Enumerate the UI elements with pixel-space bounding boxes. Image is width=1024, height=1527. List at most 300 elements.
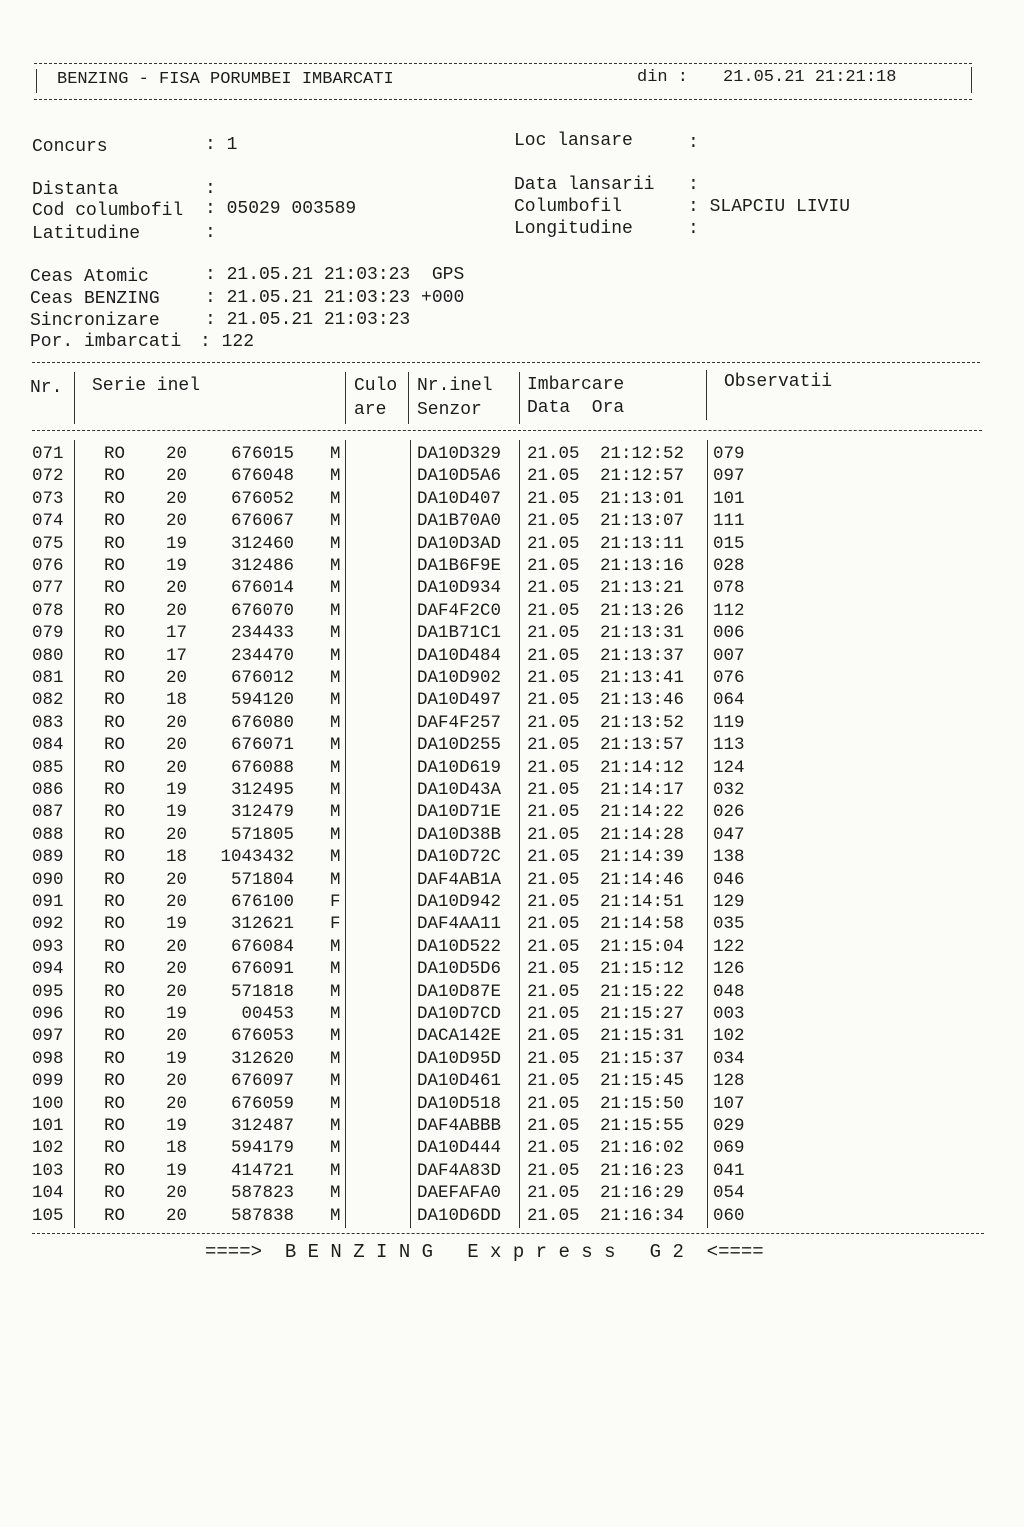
- cell-boarding-time: 21:15:31: [600, 1026, 685, 1047]
- cell-ring-number: 234470: [230, 645, 294, 666]
- cell-boarding-time: 21:16:29: [600, 1183, 685, 1204]
- cell-row-number: 104: [32, 1183, 64, 1204]
- cell-observation: 112: [713, 600, 745, 621]
- cell-ring-year: 19: [166, 1048, 188, 1069]
- cell-row-number: 094: [32, 959, 64, 980]
- cell-boarding-time: 21:15:50: [600, 1093, 685, 1114]
- title-box-right-border: [971, 67, 972, 93]
- header-separator-nr-inel: [519, 372, 520, 424]
- columbofil-value: : SLAPCIU LIVIU: [688, 197, 851, 217]
- cell-row-number: 098: [32, 1048, 64, 1069]
- cell-sex: M: [330, 645, 341, 666]
- cell-electronic-ring-id: DAF4AA11: [417, 914, 502, 935]
- cell-observation: 122: [713, 936, 745, 957]
- table-row: [0, 891, 1024, 913]
- cell-observation: 054: [713, 1183, 745, 1204]
- table-row: [0, 1182, 1024, 1204]
- cell-sex: M: [330, 869, 341, 890]
- table-row: [0, 1205, 1024, 1227]
- table-row: [0, 1115, 1024, 1137]
- cell-ring-year: 17: [166, 623, 188, 644]
- cell-boarding-time: 21:14:17: [600, 780, 685, 800]
- cell-sex: M: [330, 1183, 341, 1204]
- column-header-nr: Nr.: [30, 378, 63, 398]
- table-header-top-border: [32, 362, 980, 363]
- cell-ring-year: 20: [166, 466, 188, 487]
- cell-boarding-time: 21:12:52: [600, 444, 685, 464]
- column-header-serie-inel: Serie inel: [92, 376, 201, 396]
- cell-observation: 048: [713, 981, 745, 1002]
- cell-country-code: RO: [104, 1093, 126, 1114]
- cell-electronic-ring-id: DA10D407: [417, 488, 502, 509]
- cell-electronic-ring-id: DAF4ABBB: [417, 1116, 502, 1136]
- cell-row-number: 073: [32, 488, 64, 509]
- cell-ring-number: 00453: [241, 1004, 294, 1024]
- cell-sex: F: [330, 892, 341, 912]
- cell-row-number: 077: [32, 578, 64, 599]
- cell-observation: 124: [713, 757, 745, 778]
- cell-country-code: RO: [104, 690, 126, 711]
- cell-ring-year: 19: [166, 556, 188, 576]
- cell-row-number: 081: [32, 668, 64, 688]
- cell-observation: 113: [713, 735, 745, 756]
- cell-country-code: RO: [104, 645, 126, 666]
- cell-boarding-date: 21.05: [527, 1183, 580, 1204]
- cell-electronic-ring-id: DA10D87E: [417, 981, 502, 1002]
- cell-boarding-date: 21.05: [527, 1205, 580, 1226]
- cell-country-code: RO: [104, 1205, 126, 1226]
- cell-ring-year: 19: [166, 1116, 188, 1136]
- cell-ring-number: 587823: [230, 1183, 294, 1204]
- table-row: [0, 981, 1024, 1003]
- table-row: [0, 779, 1024, 801]
- cell-ring-year: 18: [166, 1138, 188, 1159]
- cell-sex: M: [330, 1138, 341, 1159]
- cell-ring-number: 594179: [230, 1138, 294, 1159]
- cell-boarding-date: 21.05: [527, 556, 580, 576]
- table-row: [0, 1048, 1024, 1070]
- cell-boarding-date: 21.05: [527, 1048, 580, 1069]
- cell-boarding-time: 21:14:51: [600, 892, 685, 912]
- cell-electronic-ring-id: DA1B70A0: [417, 511, 502, 532]
- cell-boarding-time: 21:14:28: [600, 824, 685, 845]
- cell-electronic-ring-id: DA10D5D6: [417, 959, 502, 980]
- table-row: [0, 824, 1024, 846]
- cell-electronic-ring-id: DA10D934: [417, 578, 502, 599]
- cell-ring-year: 20: [166, 735, 188, 756]
- table-row: [0, 667, 1024, 689]
- cell-row-number: 096: [32, 1004, 64, 1024]
- cell-country-code: RO: [104, 1004, 126, 1024]
- print-date-value: 21.05.21 21:21:18: [723, 68, 897, 87]
- cell-sex: M: [330, 824, 341, 845]
- cell-electronic-ring-id: DA10D902: [417, 668, 502, 688]
- cell-electronic-ring-id: DA10D461: [417, 1071, 502, 1092]
- cell-ring-number: 676015: [230, 444, 294, 464]
- cell-electronic-ring-id: DAF4AB1A: [417, 869, 502, 890]
- cell-country-code: RO: [104, 914, 126, 935]
- cell-observation: 111: [713, 511, 745, 532]
- cell-row-number: 079: [32, 623, 64, 644]
- cell-country-code: RO: [104, 936, 126, 957]
- table-row: [0, 712, 1024, 734]
- cell-sex: M: [330, 466, 341, 487]
- cell-country-code: RO: [104, 959, 126, 980]
- cell-ring-year: 20: [166, 1026, 188, 1047]
- header-separator-culoare: [408, 372, 409, 424]
- cell-sex: M: [330, 690, 341, 711]
- cell-electronic-ring-id: DA10D942: [417, 892, 502, 912]
- cell-ring-year: 20: [166, 488, 188, 509]
- ceas-atomic-label: Ceas Atomic: [30, 267, 149, 287]
- latitudine-value: :: [205, 223, 216, 243]
- cell-electronic-ring-id: DA10D6DD: [417, 1205, 502, 1226]
- cell-country-code: RO: [104, 1048, 126, 1069]
- cell-ring-number: 312486: [230, 556, 294, 576]
- cell-sex: M: [330, 533, 341, 554]
- cell-sex: M: [330, 511, 341, 532]
- cell-electronic-ring-id: DAEFAFA0: [417, 1183, 502, 1204]
- cell-sex: M: [330, 1071, 341, 1092]
- cell-ring-year: 20: [166, 869, 188, 890]
- columbofil-label: Columbofil: [514, 197, 623, 217]
- cell-observation: 069: [713, 1138, 745, 1159]
- cell-electronic-ring-id: DA10D7CD: [417, 1004, 502, 1024]
- cell-observation: 060: [713, 1205, 745, 1226]
- cell-boarding-date: 21.05: [527, 1004, 580, 1024]
- table-row: [0, 869, 1024, 891]
- cell-boarding-date: 21.05: [527, 847, 580, 868]
- cell-observation: 015: [713, 533, 745, 554]
- cell-ring-year: 20: [166, 1183, 188, 1204]
- cell-ring-year: 20: [166, 511, 188, 532]
- cell-electronic-ring-id: DACA142E: [417, 1026, 502, 1047]
- header-separator-imbarcare: [706, 370, 707, 420]
- cell-electronic-ring-id: DA10D71E: [417, 802, 502, 823]
- cell-ring-year: 20: [166, 824, 188, 845]
- header-separator-nr: [74, 372, 75, 424]
- cell-observation: 079: [713, 444, 745, 464]
- ceas-benzing-label: Ceas BENZING: [30, 289, 160, 309]
- cell-row-number: 097: [32, 1026, 64, 1047]
- print-date-label: din :: [637, 68, 689, 87]
- cell-observation: 032: [713, 780, 745, 800]
- footer-benzing-express: ====> B E N Z I N G E x p r e s s G 2 <====: [205, 1241, 764, 1263]
- cell-ring-number: 414721: [230, 1160, 294, 1181]
- cell-row-number: 101: [32, 1116, 64, 1136]
- cell-observation: 028: [713, 556, 745, 576]
- cell-ring-year: 20: [166, 1071, 188, 1092]
- column-header-nr-inel: Nr.inel: [417, 376, 493, 396]
- cell-country-code: RO: [104, 712, 126, 733]
- concurs-label: Concurs: [32, 137, 108, 157]
- title-box-bottom-border: [34, 99, 972, 100]
- cell-ring-number: 676053: [230, 1026, 294, 1047]
- cell-country-code: RO: [104, 981, 126, 1002]
- cell-ring-year: 20: [166, 981, 188, 1002]
- cell-row-number: 090: [32, 869, 64, 890]
- cell-boarding-time: 21:13:21: [600, 578, 685, 599]
- cell-ring-number: 676091: [230, 959, 294, 980]
- table-row: [0, 645, 1024, 667]
- cell-ring-year: 18: [166, 847, 188, 868]
- cell-electronic-ring-id: DA10D329: [417, 444, 502, 464]
- cell-boarding-time: 21:14:46: [600, 869, 685, 890]
- cell-country-code: RO: [104, 444, 126, 464]
- cell-country-code: RO: [104, 780, 126, 800]
- table-row: [0, 801, 1024, 823]
- cell-ring-number: 676012: [230, 668, 294, 688]
- column-header-senzor: Senzor: [417, 400, 482, 420]
- cell-row-number: 074: [32, 511, 64, 532]
- cell-country-code: RO: [104, 1071, 126, 1092]
- cell-ring-year: 19: [166, 1160, 188, 1181]
- cell-ring-year: 20: [166, 959, 188, 980]
- table-row: [0, 1093, 1024, 1115]
- cell-country-code: RO: [104, 1160, 126, 1181]
- cell-country-code: RO: [104, 735, 126, 756]
- cell-electronic-ring-id: DA10D444: [417, 1138, 502, 1159]
- cell-ring-number: 676080: [230, 712, 294, 733]
- cell-observation: 047: [713, 824, 745, 845]
- cell-country-code: RO: [104, 578, 126, 599]
- cell-observation: 041: [713, 1160, 745, 1181]
- cell-boarding-time: 21:15:55: [600, 1116, 685, 1136]
- cell-ring-number: 676088: [230, 757, 294, 778]
- cell-row-number: 072: [32, 466, 64, 487]
- table-row: [0, 488, 1024, 510]
- table-row: [0, 600, 1024, 622]
- cell-row-number: 082: [32, 690, 64, 711]
- cell-boarding-time: 21:13:37: [600, 645, 685, 666]
- cell-ring-year: 20: [166, 668, 188, 688]
- cell-country-code: RO: [104, 1116, 126, 1136]
- cell-ring-number: 1043432: [220, 847, 294, 868]
- cell-boarding-date: 21.05: [527, 533, 580, 554]
- cell-boarding-time: 21:13:16: [600, 556, 685, 576]
- table-row: [0, 757, 1024, 779]
- cell-ring-year: 20: [166, 578, 188, 599]
- cell-sex: M: [330, 802, 341, 823]
- cell-ring-number: 676014: [230, 578, 294, 599]
- table-bottom-border: [32, 1233, 984, 1234]
- column-header-culoare-1: Culo: [354, 376, 398, 396]
- cell-ring-number: 234433: [230, 623, 294, 644]
- header-separator-serie: [345, 372, 346, 424]
- cell-row-number: 080: [32, 645, 64, 666]
- cell-row-number: 071: [32, 444, 64, 464]
- cell-boarding-time: 21:13:26: [600, 600, 685, 621]
- cell-boarding-date: 21.05: [527, 623, 580, 644]
- cell-boarding-time: 21:15:22: [600, 981, 685, 1002]
- cell-ring-year: 19: [166, 1004, 188, 1024]
- cell-boarding-time: 21:15:04: [600, 936, 685, 957]
- cell-country-code: RO: [104, 1026, 126, 1047]
- cell-electronic-ring-id: DA10D3AD: [417, 533, 502, 554]
- cell-row-number: 087: [32, 802, 64, 823]
- cell-row-number: 084: [32, 735, 64, 756]
- cell-electronic-ring-id: DAF4A83D: [417, 1160, 502, 1181]
- distanta-label: Distanta: [32, 180, 119, 200]
- title-box-top-border: [34, 63, 972, 64]
- cell-boarding-time: 21:13:52: [600, 712, 685, 733]
- table-row: [0, 1003, 1024, 1025]
- cell-ring-number: 676052: [230, 488, 294, 509]
- cell-electronic-ring-id: DA10D38B: [417, 824, 502, 845]
- ceas-benzing-value: : 21.05.21 21:03:23 +000: [205, 288, 465, 308]
- sincronizare-label: Sincronizare: [30, 311, 160, 331]
- cell-sex: M: [330, 444, 341, 464]
- porumbei-imbarcati-value: : 122: [200, 332, 255, 352]
- loc-lansare-value: :: [688, 133, 699, 153]
- cell-boarding-time: 21:14:22: [600, 802, 685, 823]
- cell-ring-number: 676071: [230, 735, 294, 756]
- cell-ring-year: 20: [166, 757, 188, 778]
- cell-ring-number: 571805: [230, 824, 294, 845]
- cell-ring-year: 19: [166, 914, 188, 935]
- cell-electronic-ring-id: DA10D518: [417, 1093, 502, 1114]
- cell-boarding-date: 21.05: [527, 712, 580, 733]
- cell-row-number: 089: [32, 847, 64, 868]
- longitudine-label: Longitudine: [514, 219, 633, 239]
- cell-sex: M: [330, 488, 341, 509]
- cell-sex: M: [330, 847, 341, 868]
- cell-sex: M: [330, 936, 341, 957]
- cell-ring-number: 594120: [230, 690, 294, 711]
- cell-row-number: 103: [32, 1160, 64, 1181]
- cell-row-number: 078: [32, 600, 64, 621]
- cell-boarding-time: 21:13:31: [600, 623, 685, 644]
- cell-ring-number: 676100: [230, 892, 294, 912]
- cell-boarding-time: 21:13:57: [600, 735, 685, 756]
- table-row: [0, 1025, 1024, 1047]
- cell-country-code: RO: [104, 556, 126, 576]
- cell-boarding-date: 21.05: [527, 444, 580, 464]
- cell-country-code: RO: [104, 533, 126, 554]
- cell-observation: 034: [713, 1048, 745, 1069]
- cell-ring-number: 676084: [230, 936, 294, 957]
- cell-sex: M: [330, 1093, 341, 1114]
- cell-electronic-ring-id: DA10D619: [417, 757, 502, 778]
- cell-observation: 035: [713, 914, 745, 935]
- cell-sex: M: [330, 959, 341, 980]
- cell-row-number: 086: [32, 780, 64, 800]
- cell-country-code: RO: [104, 757, 126, 778]
- cell-ring-year: 18: [166, 690, 188, 711]
- cell-ring-number: 312495: [230, 780, 294, 800]
- cell-boarding-time: 21:15:45: [600, 1071, 685, 1092]
- cell-electronic-ring-id: DA10D5A6: [417, 466, 502, 487]
- cell-boarding-time: 21:13:01: [600, 488, 685, 509]
- cell-boarding-time: 21:15:37: [600, 1048, 685, 1069]
- cell-boarding-time: 21:12:57: [600, 466, 685, 487]
- cell-ring-number: 312620: [230, 1048, 294, 1069]
- cell-country-code: RO: [104, 1183, 126, 1204]
- cell-electronic-ring-id: DA10D72C: [417, 847, 502, 868]
- cell-boarding-time: 21:14:58: [600, 914, 685, 935]
- cell-boarding-time: 21:16:23: [600, 1160, 685, 1181]
- cell-country-code: RO: [104, 802, 126, 823]
- cell-country-code: RO: [104, 824, 126, 845]
- table-row: [0, 734, 1024, 756]
- cell-electronic-ring-id: DA10D95D: [417, 1048, 502, 1069]
- cell-boarding-date: 21.05: [527, 1093, 580, 1114]
- cell-ring-number: 587838: [230, 1205, 294, 1226]
- cell-country-code: RO: [104, 847, 126, 868]
- cell-ring-number: 676097: [230, 1071, 294, 1092]
- cell-electronic-ring-id: DA10D522: [417, 936, 502, 957]
- cell-boarding-time: 21:15:27: [600, 1004, 685, 1024]
- cell-sex: M: [330, 981, 341, 1002]
- cell-observation: 029: [713, 1116, 745, 1136]
- table-row: [0, 936, 1024, 958]
- cell-boarding-time: 21:13:07: [600, 511, 685, 532]
- cell-boarding-time: 21:14:39: [600, 847, 685, 868]
- cell-electronic-ring-id: DA10D43A: [417, 780, 502, 800]
- cell-country-code: RO: [104, 623, 126, 644]
- cell-boarding-date: 21.05: [527, 1116, 580, 1136]
- cell-sex: M: [330, 1026, 341, 1047]
- cell-ring-year: 19: [166, 780, 188, 800]
- cell-sex: M: [330, 757, 341, 778]
- cell-ring-number: 312621: [230, 914, 294, 935]
- cell-boarding-date: 21.05: [527, 645, 580, 666]
- cell-electronic-ring-id: DA10D497: [417, 690, 502, 711]
- table-row: [0, 689, 1024, 711]
- cell-ring-number: 312460: [230, 533, 294, 554]
- cell-observation: 064: [713, 690, 745, 711]
- porumbei-imbarcati-label: Por. imbarcati: [30, 332, 182, 352]
- cell-electronic-ring-id: DA10D484: [417, 645, 502, 666]
- cell-electronic-ring-id: DAF4F2C0: [417, 600, 502, 621]
- cell-ring-number: 312487: [230, 1116, 294, 1136]
- cell-boarding-date: 21.05: [527, 600, 580, 621]
- cell-country-code: RO: [104, 892, 126, 912]
- cell-electronic-ring-id: DA1B71C1: [417, 623, 502, 644]
- cell-ring-year: 20: [166, 936, 188, 957]
- cell-boarding-date: 21.05: [527, 757, 580, 778]
- cell-ring-year: 20: [166, 600, 188, 621]
- cell-sex: M: [330, 668, 341, 688]
- cell-boarding-date: 21.05: [527, 578, 580, 599]
- cod-columbofil-label: Cod columbofil: [32, 201, 184, 221]
- cell-observation: 007: [713, 645, 745, 666]
- document-title: BENZING - FISA PORUMBEI IMBARCATI: [57, 70, 394, 89]
- cell-boarding-date: 21.05: [527, 802, 580, 823]
- data-lansarii-label: Data lansarii: [514, 175, 655, 195]
- cell-boarding-date: 21.05: [527, 914, 580, 935]
- cell-sex: M: [330, 712, 341, 733]
- cell-row-number: 091: [32, 892, 64, 912]
- table-row: [0, 1070, 1024, 1092]
- cell-ring-year: 20: [166, 1093, 188, 1114]
- cell-row-number: 085: [32, 757, 64, 778]
- table-row: [0, 577, 1024, 599]
- cell-observation: 119: [713, 712, 745, 733]
- cell-boarding-time: 21:15:12: [600, 959, 685, 980]
- cell-sex: M: [330, 1004, 341, 1024]
- cell-boarding-time: 21:14:12: [600, 757, 685, 778]
- column-header-data-ora: Data Ora: [527, 398, 625, 418]
- cell-sex: M: [330, 578, 341, 599]
- longitudine-value: :: [688, 219, 699, 239]
- cell-boarding-time: 21:16:02: [600, 1138, 685, 1159]
- cell-sex: M: [330, 556, 341, 576]
- cell-row-number: 105: [32, 1205, 64, 1226]
- cell-boarding-date: 21.05: [527, 511, 580, 532]
- cell-sex: M: [330, 1048, 341, 1069]
- table-header-bottom-border: [32, 430, 982, 431]
